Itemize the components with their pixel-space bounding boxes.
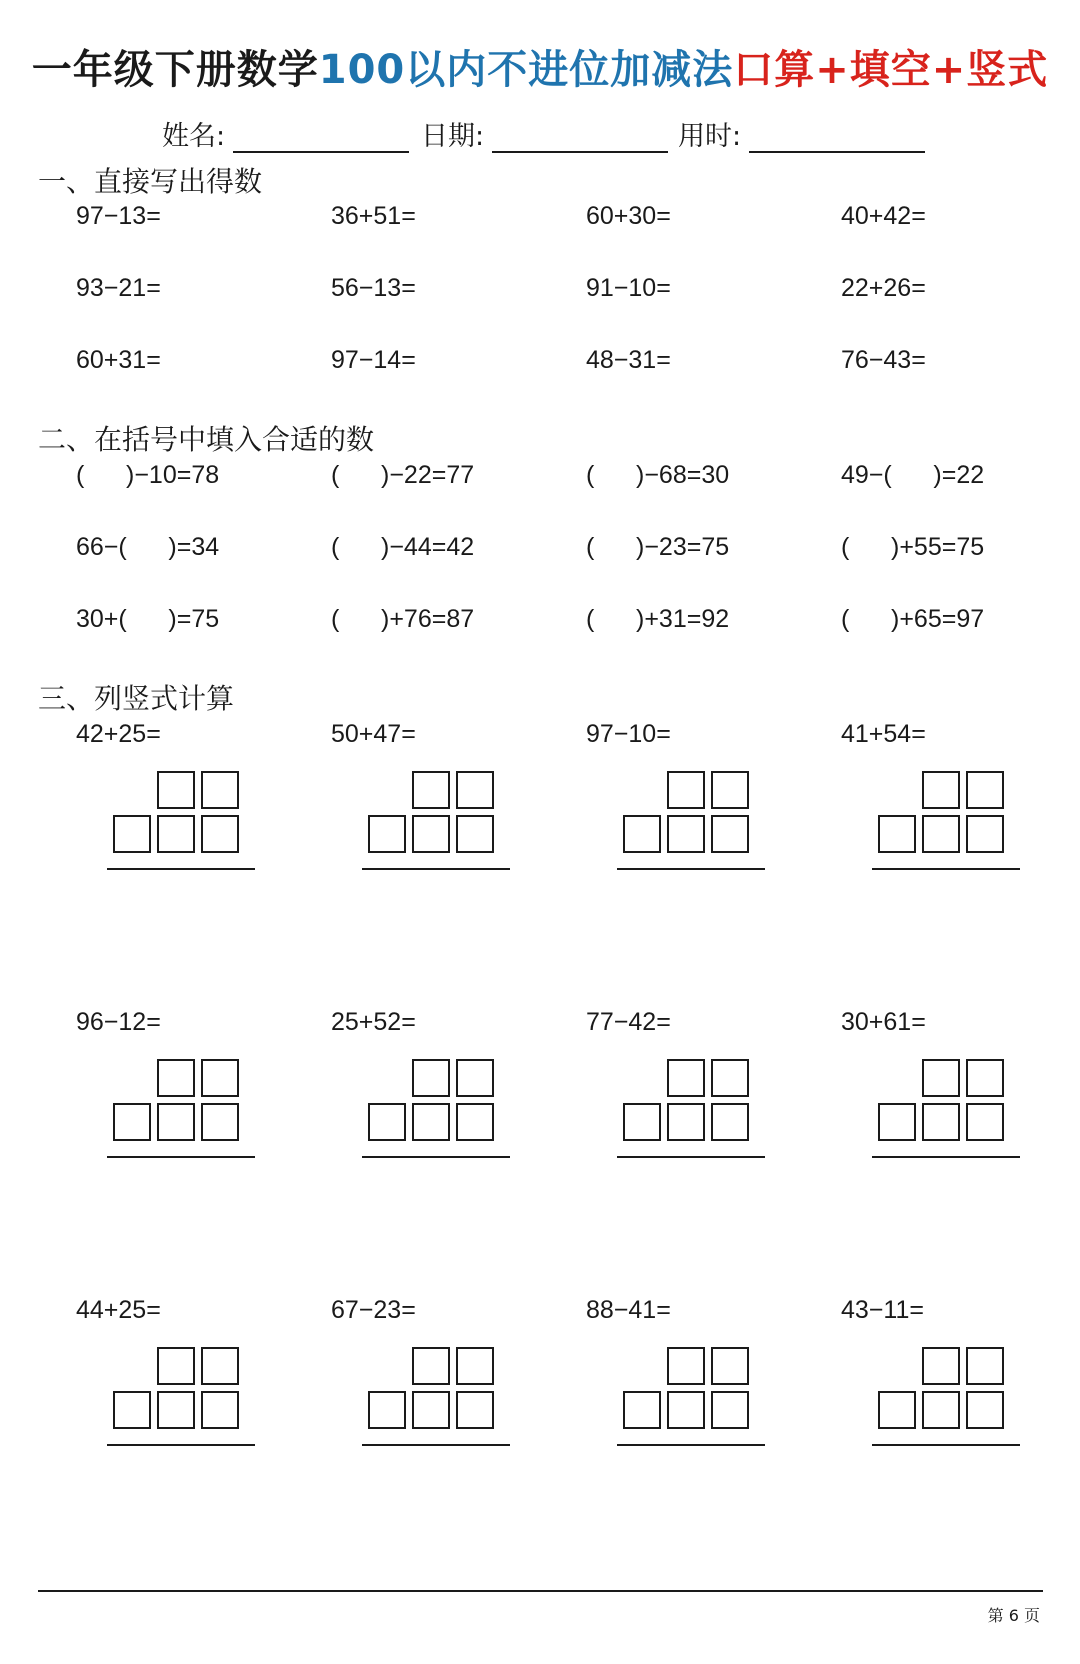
mental-math-problem: 76−43=: [841, 346, 926, 374]
calc-underline: [872, 1156, 1020, 1158]
digit-box[interactable]: [711, 771, 749, 809]
digit-box[interactable]: [412, 1059, 450, 1097]
digit-box[interactable]: [922, 771, 960, 809]
fill-blank-problem[interactable]: ( )+65=97: [841, 605, 985, 633]
time-blank[interactable]: [749, 123, 925, 153]
digit-box[interactable]: [157, 1059, 195, 1097]
vertical-calc-problem: 30+61=: [841, 1008, 926, 1036]
vertical-calc-problem: 50+47=: [331, 720, 416, 748]
vertical-calc-problem: 44+25=: [76, 1296, 161, 1324]
calc-underline: [872, 1444, 1020, 1446]
digit-box[interactable]: [922, 1347, 960, 1385]
mental-math-problem: 97−13=: [76, 202, 161, 230]
digit-box[interactable]: [922, 815, 960, 853]
vertical-calc-problem: 42+25=: [76, 720, 161, 748]
section1-title: 一、直接写出得数: [38, 165, 263, 198]
mental-math-problem: 60+30=: [586, 202, 671, 230]
fill-blank-problem[interactable]: ( )−23=75: [586, 533, 730, 561]
mental-math-problem: 40+42=: [841, 202, 926, 230]
fill-blank-problem[interactable]: ( )−44=42: [331, 533, 475, 561]
digit-box[interactable]: [456, 1347, 494, 1385]
digit-box[interactable]: [456, 1059, 494, 1097]
mental-math-problem: 60+31=: [76, 346, 161, 374]
digit-box[interactable]: [711, 1103, 749, 1141]
digit-box[interactable]: [157, 771, 195, 809]
digit-box[interactable]: [201, 1347, 239, 1385]
digit-box[interactable]: [412, 1347, 450, 1385]
digit-box[interactable]: [368, 1391, 406, 1429]
vertical-calc-problem: 43−11=: [841, 1296, 924, 1324]
digit-box[interactable]: [157, 1103, 195, 1141]
digit-box[interactable]: [667, 1391, 705, 1429]
mental-math-problem: 97−14=: [331, 346, 416, 374]
mental-math-problem: 22+26=: [841, 274, 926, 302]
calc-underline: [362, 1444, 510, 1446]
digit-box[interactable]: [667, 1059, 705, 1097]
title-topic: 100以内不进位加减法: [318, 47, 734, 93]
vertical-calc-problem: 41+54=: [841, 720, 926, 748]
calc-underline: [617, 1156, 765, 1158]
digit-box[interactable]: [157, 815, 195, 853]
fill-blank-problem[interactable]: ( )−22=77: [331, 461, 475, 489]
digit-box[interactable]: [711, 815, 749, 853]
digit-box[interactable]: [201, 1391, 239, 1429]
name-label: 姓名:: [162, 121, 226, 152]
mental-math-problem: 36+51=: [331, 202, 416, 230]
footer-divider: [38, 1590, 1043, 1592]
section3-title: 三、列竖式计算: [38, 682, 235, 715]
fill-blank-problem[interactable]: ( )+31=92: [586, 605, 730, 633]
digit-box[interactable]: [922, 1391, 960, 1429]
digit-box[interactable]: [456, 815, 494, 853]
mental-math-problem: 56−13=: [331, 274, 416, 302]
fill-blank-problem[interactable]: 30+( )=75: [76, 605, 220, 633]
vertical-calc-problem: 77−42=: [586, 1008, 671, 1036]
digit-box[interactable]: [456, 771, 494, 809]
digit-box[interactable]: [966, 771, 1004, 809]
calc-underline: [362, 868, 510, 870]
digit-box[interactable]: [456, 1103, 494, 1141]
fill-blank-problem[interactable]: 49−( )=22: [841, 461, 985, 489]
date-label: 日期:: [421, 121, 485, 152]
digit-box[interactable]: [878, 815, 916, 853]
digit-box[interactable]: [113, 1103, 151, 1141]
date-blank[interactable]: [492, 123, 668, 153]
digit-box[interactable]: [711, 1059, 749, 1097]
title-types: 口算+填空+竖式: [733, 47, 1049, 93]
fill-blank-problem[interactable]: 66−( )=34: [76, 533, 220, 561]
mental-math-problem: 93−21=: [76, 274, 161, 302]
time-label: 用时:: [678, 121, 742, 152]
digit-box[interactable]: [412, 771, 450, 809]
page-number: 第 6 页: [987, 1606, 1040, 1625]
digit-box[interactable]: [113, 815, 151, 853]
vertical-calc-problem: 97−10=: [586, 720, 671, 748]
fill-blank-problem[interactable]: ( )+76=87: [331, 605, 475, 633]
digit-box[interactable]: [711, 1347, 749, 1385]
digit-box[interactable]: [966, 1103, 1004, 1141]
calc-underline: [107, 868, 255, 870]
vertical-calc-problem: 96−12=: [76, 1008, 161, 1036]
calc-underline: [617, 1444, 765, 1446]
section2-title: 二、在括号中填入合适的数: [38, 423, 375, 456]
date-field[interactable]: [421, 114, 668, 153]
time-field[interactable]: [678, 114, 925, 153]
page-title: [0, 38, 1080, 95]
student-info-row: [0, 114, 1080, 154]
digit-box[interactable]: [966, 1347, 1004, 1385]
digit-box[interactable]: [711, 1391, 749, 1429]
digit-box[interactable]: [368, 815, 406, 853]
digit-box[interactable]: [201, 815, 239, 853]
vertical-calc-problem: 67−23=: [331, 1296, 416, 1324]
digit-box[interactable]: [368, 1103, 406, 1141]
name-field[interactable]: [162, 114, 409, 153]
vertical-calc-problem: 25+52=: [331, 1008, 416, 1036]
vertical-calc-problem: 88−41=: [586, 1296, 671, 1324]
digit-box[interactable]: [113, 1391, 151, 1429]
digit-box[interactable]: [456, 1391, 494, 1429]
digit-box[interactable]: [966, 1391, 1004, 1429]
digit-box[interactable]: [966, 1059, 1004, 1097]
digit-box[interactable]: [878, 1103, 916, 1141]
digit-box[interactable]: [412, 1391, 450, 1429]
digit-box[interactable]: [201, 1103, 239, 1141]
digit-box[interactable]: [201, 771, 239, 809]
digit-box[interactable]: [922, 1103, 960, 1141]
mental-math-problem: 48−31=: [586, 346, 671, 374]
fill-blank-problem[interactable]: ( )+55=75: [841, 533, 985, 561]
calc-underline: [107, 1156, 255, 1158]
digit-box[interactable]: [966, 815, 1004, 853]
digit-box[interactable]: [623, 1391, 661, 1429]
digit-box[interactable]: [878, 1391, 916, 1429]
calc-underline: [872, 868, 1020, 870]
calc-underline: [362, 1156, 510, 1158]
digit-box[interactable]: [667, 771, 705, 809]
fill-blank-problem[interactable]: ( )−68=30: [586, 461, 730, 489]
digit-box[interactable]: [412, 815, 450, 853]
digit-box[interactable]: [157, 1391, 195, 1429]
digit-box[interactable]: [922, 1059, 960, 1097]
digit-box[interactable]: [157, 1347, 195, 1385]
fill-blank-problem[interactable]: ( )−10=78: [76, 461, 220, 489]
digit-box[interactable]: [667, 1103, 705, 1141]
name-blank[interactable]: [233, 123, 409, 153]
digit-box[interactable]: [667, 1347, 705, 1385]
digit-box[interactable]: [412, 1103, 450, 1141]
mental-math-problem: 91−10=: [586, 274, 671, 302]
digit-box[interactable]: [623, 815, 661, 853]
digit-box[interactable]: [667, 815, 705, 853]
title-grade: 一年级下册数学: [31, 47, 319, 93]
calc-underline: [107, 1444, 255, 1446]
digit-box[interactable]: [623, 1103, 661, 1141]
calc-underline: [617, 868, 765, 870]
digit-box[interactable]: [201, 1059, 239, 1097]
